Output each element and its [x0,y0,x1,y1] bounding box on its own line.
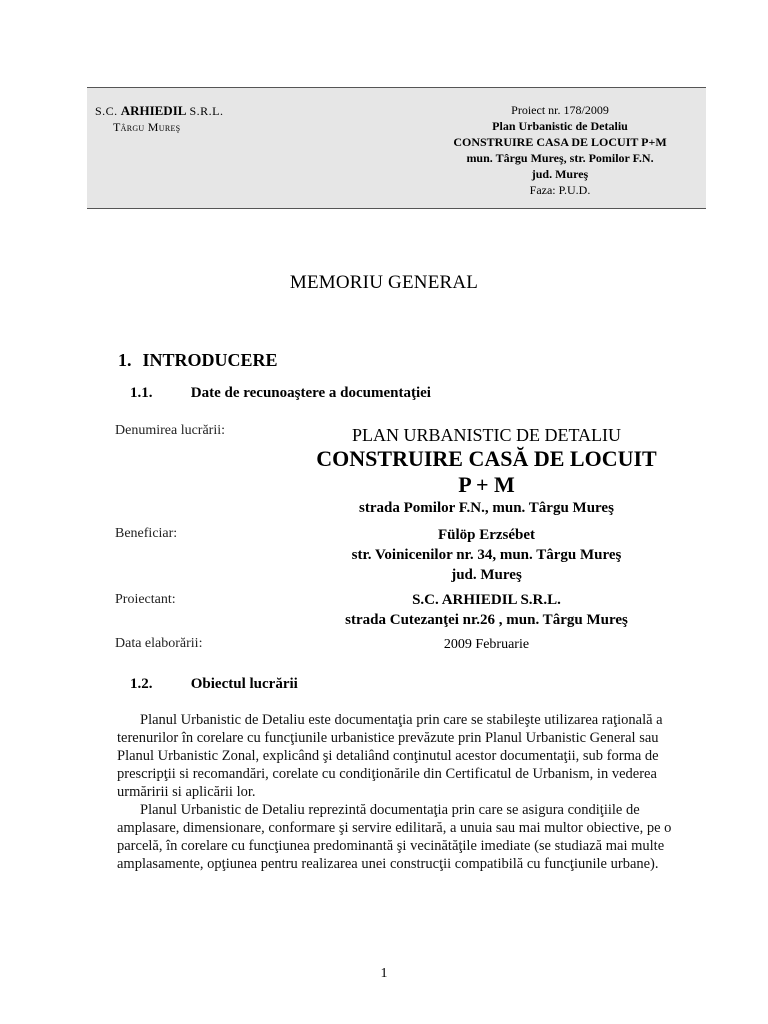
beneficiary-label: Beneficiar: [115,526,178,541]
company-prefix: S.C. [95,104,118,118]
subsection-number: 1.2. [130,676,153,692]
company-suffix: S.R.L. [189,104,224,118]
beneficiary-county: jud. Mureş [451,567,522,583]
body-text [117,711,677,873]
work-name-label: Denumirea lucrării: [115,423,226,438]
designer-name: S.C. ARHIEDIL S.R.L. [412,592,561,608]
section-heading-introducere [118,350,278,371]
subsection-heading-1-1 [130,385,431,402]
date-value: 2009 Februarie [443,637,530,652]
project-number: Proiect nr. 178/2009 [511,103,609,117]
designer-value [298,590,675,630]
work-line-2: CONSTRUIRE CASĂ DE LOCUIT [316,446,657,471]
designer-label: Proiectant: [115,592,176,607]
subsection-title: Date de recunoaştere a documentaţiei [190,385,431,401]
document-title: MEMORIU GENERAL [289,272,479,293]
project-phase: Faza: P.U.D. [529,183,591,197]
project-block [415,102,705,198]
work-line-4: strada Pomilor F.N., mun. Târgu Mureş [359,500,614,516]
project-title: CONSTRUIRE CASA DE LOCUIT P+M [453,135,667,149]
project-location: mun. Târgu Mureş, str. Pomilor F.N. [466,151,654,165]
subsection-title: Obiectul lucrării [190,676,298,692]
project-county: jud. Mureş [531,167,589,181]
section-number: 1. [118,350,132,370]
date-label: Data elaborării: [115,636,203,651]
beneficiary-address: str. Voinicenilor nr. 34, mun. Târgu Mureş [351,547,622,563]
section-title: INTRODUCERE [142,350,278,370]
beneficiary-value [298,525,675,585]
paragraph: Planul Urbanistic de Detaliu este documentaţia prin care se stabileşte utilizarea raţională a terenurilor în corelare cu funcţiunile urbanistice prevăzute prin Planul Urbanistic General sau Planul Urbanistic Zonal, explicând şi detaliând conţinutul acestor documentaţii, sub forma de prescripţii si recomandări, corelate cu condiţionările din Certificatul de Urbanism, in vederea urmăririi si aplicării lor. [117,712,663,800]
page-number: 1 [380,966,388,981]
designer-address: strada Cutezanţei nr.26 , mun. Târgu Mureş [345,612,628,628]
paragraph: Planul Urbanistic de Detaliu reprezintă documentaţia prin care se asigura condiţiile de amplasare, dimensionare, conformare şi servire edilitară, a unuia sau mai multor obiective, pe o parcelă, în corelare cu funcţiunea predominantă şi vecinătăţile imediate (se studiază mai multe amplasamente, opţiunea pentru realizarea unei construcţii compatibilă cu funcţiunile urbane). [117,802,672,872]
subsection-heading-1-2 [130,676,298,693]
subsection-number: 1.1. [130,385,153,401]
plan-type: Plan Urbanistic de Detaliu [492,119,628,133]
work-name-value [298,424,675,518]
work-line-3: P + M [458,472,515,497]
work-line-1: PLAN URBANISTIC DE DETALIU [351,425,622,445]
company-city: Târgu Mureş [113,120,181,134]
company-block [95,103,223,135]
beneficiary-name: Fülöp Erzsébet [437,527,536,543]
company-name: ARHIEDIL [120,103,187,118]
document-header [87,87,706,209]
